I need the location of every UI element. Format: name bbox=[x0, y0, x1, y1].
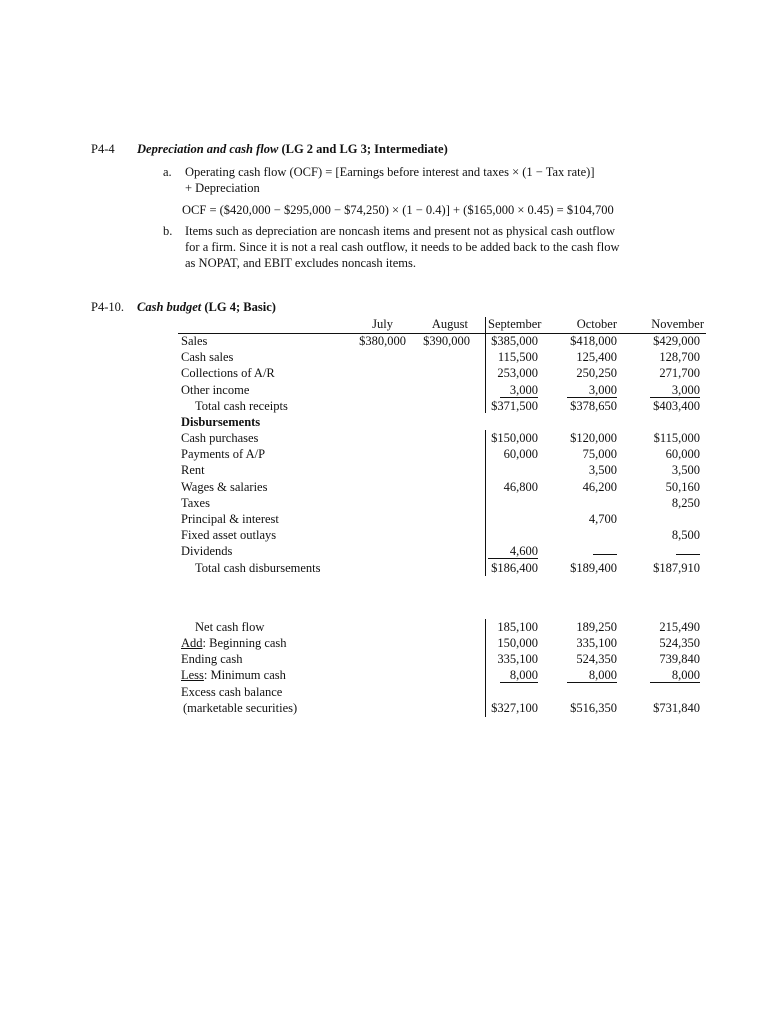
problem-number-p4-10: P4-10. bbox=[91, 300, 124, 314]
wages-october: 46,200 bbox=[582, 480, 617, 494]
month-header-september: September bbox=[488, 317, 542, 331]
row-label-fixed-asset: Fixed asset outlays bbox=[181, 528, 277, 542]
column-divider bbox=[485, 317, 486, 413]
min-cash-november-cell bbox=[650, 668, 700, 683]
rent-october: 3,500 bbox=[588, 463, 617, 477]
month-header-august: August bbox=[431, 317, 468, 331]
row-label-net-cash-flow: Net cash flow bbox=[195, 620, 265, 634]
min-cash-october-cell bbox=[567, 668, 617, 683]
other-income-september: 3,000 bbox=[500, 383, 538, 398]
item-marker-b: b. bbox=[163, 224, 173, 238]
payments-ap-october: 75,000 bbox=[582, 447, 617, 461]
total-receipts-october: $378,650 bbox=[570, 399, 617, 413]
collections-november: 271,700 bbox=[659, 366, 700, 380]
dividends-september-cell bbox=[488, 544, 538, 559]
total-disbursements-september: $186,400 bbox=[491, 561, 538, 575]
excess-october: $516,350 bbox=[570, 701, 617, 715]
total-receipts-november: $403,400 bbox=[653, 399, 700, 413]
payments-ap-september: 60,000 bbox=[503, 447, 538, 461]
row-label-rent: Rent bbox=[181, 463, 205, 477]
row-label-taxes: Taxes bbox=[181, 496, 210, 510]
row-label-ending-cash: Ending cash bbox=[181, 652, 243, 666]
dividends-october-blank bbox=[593, 544, 617, 555]
column-divider bbox=[485, 430, 486, 576]
ending-cash-october: 524,350 bbox=[576, 652, 617, 666]
sales-july: $380,000 bbox=[359, 334, 406, 348]
ocf-definition-line1: Operating cash flow (OCF) = [Earnings before interest and taxes × (1 − Tax rate)] bbox=[185, 165, 595, 179]
ending-cash-november: 739,840 bbox=[659, 652, 700, 666]
sales-october: $418,000 bbox=[570, 334, 617, 348]
ocf-definition-line2: + Depreciation bbox=[185, 181, 260, 195]
explanation-line2: for a firm. Since it is not a real cash outflow, it needs to be added back to the cash flow bbox=[185, 240, 620, 254]
min-cash-october: 8,000 bbox=[567, 668, 617, 683]
wages-september: 46,800 bbox=[503, 480, 538, 494]
month-header-october: October bbox=[576, 317, 617, 331]
collections-september: 253,000 bbox=[497, 366, 538, 380]
explanation-line3: as NOPAT, and EBIT excludes noncash items. bbox=[185, 256, 416, 270]
row-label-cash-purchases: Cash purchases bbox=[181, 431, 259, 445]
other-income-november-cell bbox=[650, 383, 700, 398]
problem-title-text: Cash budget bbox=[137, 300, 202, 314]
other-income-september-cell bbox=[500, 383, 538, 398]
min-cash-september: 8,000 bbox=[500, 668, 538, 683]
problem-title-text: Depreciation and cash flow bbox=[137, 142, 279, 156]
payments-ap-november: 60,000 bbox=[665, 447, 700, 461]
row-label-total-receipts: Total cash receipts bbox=[195, 399, 288, 413]
problem-title-p4-10 bbox=[137, 300, 276, 315]
excess-september: $327,100 bbox=[491, 701, 538, 715]
cash-purchases-november: $115,000 bbox=[653, 431, 700, 445]
ocf-formula: OCF = ($420,000 − $295,000 − $74,250) × (1 − 0.4)] + ($165,000 × 0.45) = $104,700 bbox=[182, 203, 614, 217]
min-cash-november: 8,000 bbox=[650, 668, 700, 683]
row-label-other-income: Other income bbox=[181, 383, 250, 397]
month-header-november: November bbox=[651, 317, 704, 331]
problem-meta: (LG 2 and LG 3; Intermediate) bbox=[281, 142, 448, 156]
row-label-dividends: Dividends bbox=[181, 544, 233, 558]
net-cash-september: 185,100 bbox=[497, 620, 538, 634]
total-receipts-september: $371,500 bbox=[491, 399, 538, 413]
ending-cash-september: 335,100 bbox=[497, 652, 538, 666]
row-label-principal: Principal & interest bbox=[181, 512, 279, 526]
cash-purchases-october: $120,000 bbox=[570, 431, 617, 445]
section-heading-disbursements: Disbursements bbox=[181, 415, 261, 429]
row-label-payments-ap: Payments of A/P bbox=[181, 447, 266, 461]
explanation-line1: Items such as depreciation are noncash items and present not as physical cash outflow bbox=[185, 224, 616, 238]
beginning-cash-text: : Beginning cash bbox=[202, 636, 287, 650]
month-header-july: July bbox=[372, 317, 393, 331]
net-cash-october: 189,250 bbox=[576, 620, 617, 634]
fixed-asset-november: 8,500 bbox=[671, 528, 700, 542]
problem-title-p4-4 bbox=[137, 142, 448, 157]
dividends-november-blank bbox=[676, 544, 700, 555]
problem-meta: (LG 4; Basic) bbox=[204, 300, 276, 314]
sales-november: $429,000 bbox=[653, 334, 700, 348]
other-income-november: 3,000 bbox=[650, 383, 700, 398]
wages-november: 50,160 bbox=[665, 480, 700, 494]
add-keyword: Add bbox=[181, 636, 203, 650]
sales-september: $385,000 bbox=[491, 334, 538, 348]
other-income-october-cell bbox=[567, 383, 617, 398]
total-disbursements-october: $189,400 bbox=[570, 561, 617, 575]
cash-sales-october: 125,400 bbox=[576, 350, 617, 364]
row-label-excess-cash: Excess cash balance bbox=[181, 685, 283, 699]
min-cash-september-cell bbox=[500, 668, 538, 683]
rent-november: 3,500 bbox=[671, 463, 700, 477]
cash-sales-november: 128,700 bbox=[659, 350, 700, 364]
less-keyword: Less bbox=[181, 668, 204, 682]
net-cash-november: 215,490 bbox=[659, 620, 700, 634]
row-label-wages: Wages & salaries bbox=[181, 480, 268, 494]
cash-sales-september: 115,500 bbox=[497, 350, 538, 364]
dividends-october-cell bbox=[593, 544, 617, 559]
excess-november: $731,840 bbox=[653, 701, 700, 715]
item-marker-a: a. bbox=[163, 165, 172, 179]
collections-october: 250,250 bbox=[576, 366, 617, 380]
dividends-november-cell bbox=[676, 544, 700, 559]
principal-october: 4,700 bbox=[588, 512, 617, 526]
sales-august: $390,000 bbox=[423, 334, 470, 348]
dividends-september: 4,600 bbox=[488, 544, 538, 559]
row-label-total-disbursements: Total cash disbursements bbox=[195, 561, 321, 575]
problem-number-p4-4: P4-4 bbox=[91, 142, 115, 156]
minimum-cash-text: : Minimum cash bbox=[203, 668, 286, 682]
row-label-sales: Sales bbox=[181, 334, 208, 348]
other-income-october: 3,000 bbox=[567, 383, 617, 398]
beginning-cash-october: 335,100 bbox=[576, 636, 617, 650]
taxes-november: 8,250 bbox=[671, 496, 700, 510]
row-label-cash-sales: Cash sales bbox=[181, 350, 234, 364]
cash-purchases-september: $150,000 bbox=[491, 431, 538, 445]
column-divider bbox=[485, 619, 486, 717]
row-label-beginning-cash bbox=[181, 636, 287, 651]
total-disbursements-november: $187,910 bbox=[653, 561, 700, 575]
beginning-cash-september: 150,000 bbox=[497, 636, 538, 650]
row-label-minimum-cash bbox=[181, 668, 286, 683]
beginning-cash-november: 524,350 bbox=[659, 636, 700, 650]
row-label-marketable-securities: (marketable securities) bbox=[183, 701, 298, 715]
row-label-collections: Collections of A/R bbox=[181, 366, 275, 380]
